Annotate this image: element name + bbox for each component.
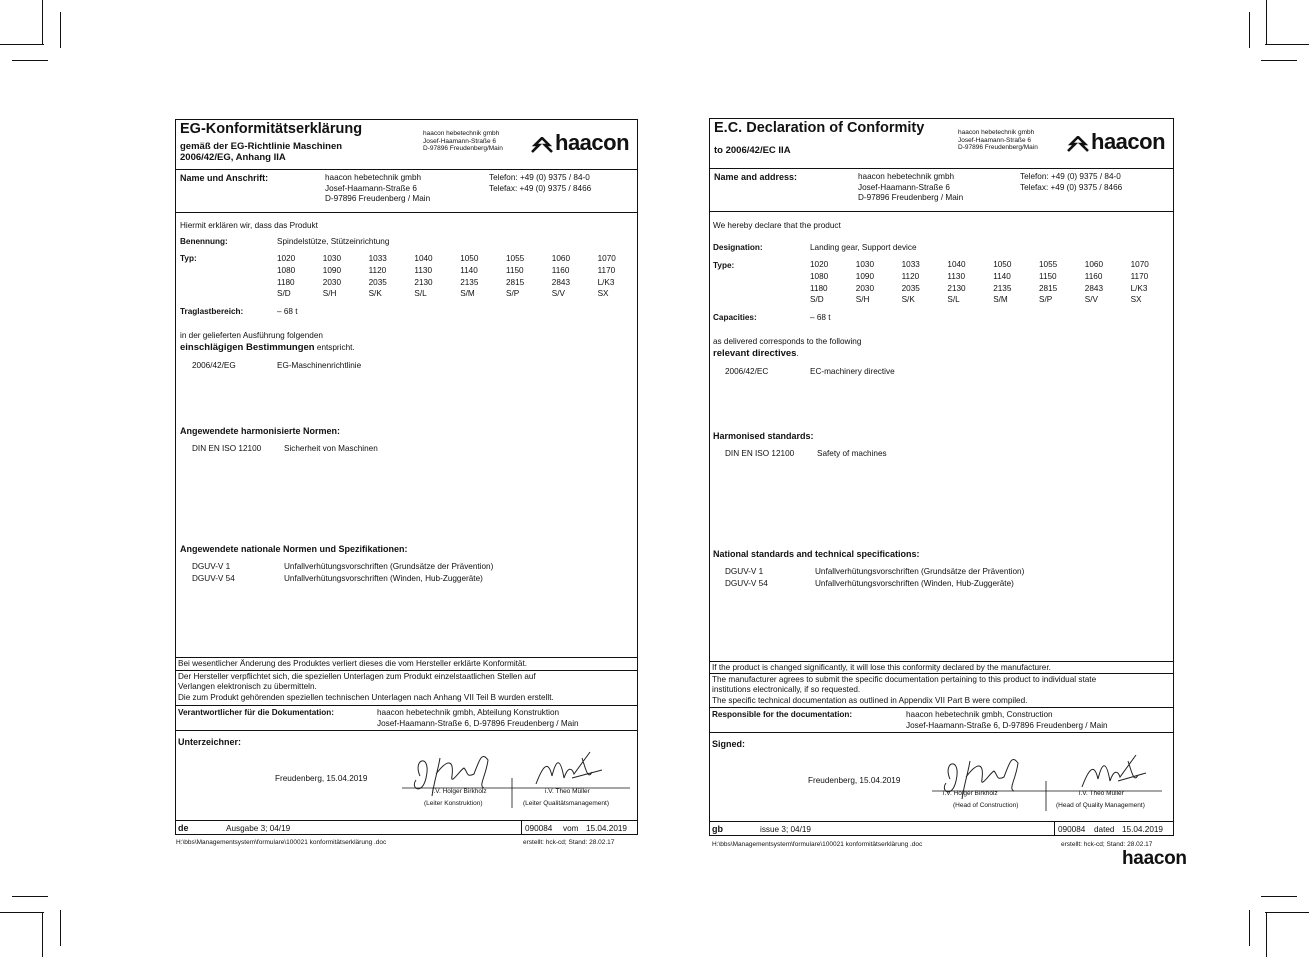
directive-rest: . (796, 349, 799, 358)
type-value: 1033 (368, 254, 387, 263)
type-value: 1040 (947, 260, 966, 269)
created-info: erstellt: hck-cd; Stand: 28.02.17 (523, 839, 615, 846)
type-value: S/P (506, 289, 520, 299)
address-line: haacon hebetechnik gmbh (325, 173, 422, 182)
name-address-value (858, 172, 963, 204)
type-value: S/D (810, 295, 824, 305)
obligation-line: Der Hersteller verpflichtet sich, die speziellen Unterlagen zum Produkt einzelstaatlichen Stellen auf (178, 672, 536, 681)
address-line: haacon hebetechnik gmbh (858, 172, 955, 181)
signer-role: (Leiter Qualitätsmanagement) (523, 800, 609, 807)
type-value: 1130 (947, 271, 965, 281)
issue-info: Ausgabe 3; 04/19 (226, 824, 291, 833)
type-value: 1070 (597, 254, 616, 263)
type-value: 1140 (993, 271, 1011, 281)
type-value: 1120 (368, 265, 387, 275)
type-value: 1060 (1084, 260, 1104, 269)
address-line: D-97896 Freudenberg/Main (423, 145, 503, 152)
company-address (958, 129, 1038, 152)
crop-mark (1266, 912, 1267, 957)
phone-number: Telefon: +49 (0) 9375 / 84-0 (489, 173, 590, 182)
harmonised-name: Safety of machines (817, 449, 887, 458)
haacon-logo (531, 130, 629, 156)
type-value: 1070 (1130, 260, 1149, 269)
national-label: Angewendete nationale Normen und Spezifikationen: (180, 544, 408, 554)
signature-mueller (536, 752, 602, 784)
created-info: erstellt: hck-cd; Stand: 28.02.17 (1061, 841, 1153, 848)
address-line: Josef-Haamann-Straße 6 (858, 182, 950, 192)
type-value: L/K3 (597, 277, 615, 287)
signer-role: (Leiter Konstruktion) (424, 800, 483, 807)
place-date: Freudenberg, 15.04.2019 (275, 774, 368, 783)
type-value: 1120 (901, 271, 920, 281)
crop-mark (0, 912, 44, 913)
divider (521, 820, 522, 835)
haacon-logo-icon (531, 137, 553, 153)
type-value: 2130 (947, 283, 966, 293)
divider (710, 821, 1173, 822)
divider (176, 670, 637, 671)
type-value: 2815 (1039, 283, 1058, 293)
document-date: 15.04.2019 (1122, 825, 1163, 834)
type-value: 1033 (901, 260, 920, 269)
responsible-line: Josef-Haamann-Straße 6, D-97896 Freudenberg / Main (377, 718, 579, 728)
haacon-logo-icon (1067, 136, 1089, 152)
divider (710, 673, 1173, 674)
divider (176, 705, 637, 706)
type-value: SX (1130, 295, 1142, 305)
directive-rest: entspricht. (314, 343, 355, 352)
directive-statement (713, 348, 799, 359)
type-value: 2135 (460, 277, 479, 287)
crop-mark (1265, 44, 1309, 45)
phone-number: Telefon: +49 (0) 9375 / 84-0 (1020, 172, 1121, 181)
address-line: haacon hebetechnik gmbh (958, 129, 1035, 136)
national-code: DGUV-V 1 (725, 567, 764, 576)
document-date: 15.04.2019 (586, 824, 627, 833)
document-subtitle: gemäß der EG-Richtlinie Maschinen (180, 141, 343, 152)
document-header (710, 119, 1173, 169)
address-line: Josef-Haamann-Straße 6 (423, 137, 496, 145)
responsible-label: Verantwortlicher für die Dokumentation: (178, 708, 335, 717)
type-value: S/K (901, 295, 915, 305)
type-value: 2035 (368, 277, 387, 287)
directive-intro: as delivered corresponds to the following (713, 337, 862, 346)
address-line: D-97896 Freudenberg/Main (958, 144, 1038, 151)
logo-text: haacon (1091, 129, 1166, 154)
obligation-line: Verlangen elektronisch zu übermitteln. (178, 682, 317, 692)
type-value: S/V (551, 289, 565, 299)
german-declaration (175, 119, 638, 835)
obligation-line: Die zum Produkt gehörenden speziellen technischen Unterlagen nach Anhang VII Teil B wurden erstellt. (178, 692, 554, 702)
signer-name: i.V. Holger Birkholz (943, 790, 998, 797)
directive-statement (180, 342, 355, 353)
responsible-line: Josef-Haamann-Straße 6, D-97896 Freudenberg / Main (906, 720, 1108, 730)
signer-role: (Head of Quality Management) (1056, 802, 1145, 809)
responsible-label: Responsible for the documentation: (712, 710, 853, 719)
address-line: Josef-Haamann-Straße 6 (958, 136, 1031, 144)
national-label: National standards and technical specifications: (713, 549, 920, 559)
type-value: 2843 (1084, 283, 1104, 293)
obligation-line: The manufacturer agrees to submit the specific documentation pertaining to this product to individual state (712, 675, 1097, 684)
type-value: S/P (1039, 295, 1053, 305)
type-value: 1170 (597, 265, 616, 275)
date-word: dated (1094, 825, 1115, 834)
type-value: 2843 (551, 277, 571, 287)
issue-info: issue 3; 04/19 (760, 825, 811, 834)
signer-role: (Head of Construction) (953, 802, 1019, 809)
crop-mark (42, 912, 43, 957)
type-value: SX (597, 289, 609, 299)
signed-label: Unterzeichner: (178, 737, 242, 747)
type-value: S/H (322, 289, 337, 299)
type-value: 1150 (506, 265, 524, 275)
address-line: D-97896 Freudenberg / Main (858, 193, 964, 202)
type-value: 1055 (506, 254, 525, 263)
type-value: 1180 (810, 283, 828, 293)
capacity-value: – 68 t (277, 307, 298, 316)
type-grid (810, 260, 1170, 310)
signer-name: i.V. Theo Müller (1079, 790, 1124, 797)
directive-bold: relevant directives (713, 348, 797, 359)
divider (1054, 821, 1055, 836)
type-value: 1080 (277, 265, 296, 275)
signer-name: i.V. Holger Birkholz (432, 788, 487, 795)
document-subtitle: to 2006/42/EC IIA (714, 145, 791, 156)
type-value: 1160 (1084, 271, 1103, 281)
type-value: S/L (947, 295, 960, 305)
type-value: S/H (855, 295, 870, 305)
type-label: Typ: (180, 254, 197, 263)
harmonised-name: Sicherheit von Maschinen (284, 444, 378, 453)
name-address-section (710, 169, 1173, 212)
directive-code: 2006/42/EG (192, 361, 236, 370)
type-value: 2130 (414, 277, 433, 287)
bottom-logo: haacon (1122, 848, 1187, 869)
divider (710, 732, 1173, 733)
haacon-logo (1067, 129, 1165, 155)
type-value: 1030 (322, 254, 342, 263)
divider (710, 707, 1173, 708)
obligation-note (712, 675, 1096, 706)
type-value: 1170 (1130, 271, 1149, 281)
national-name: Unfallverhütungsvorschriften (Winden, Hub-Zuggeräte) (815, 579, 1014, 588)
signature-line (402, 748, 632, 808)
directive-code: 2006/42/EC (725, 367, 769, 376)
directive-name: EC-machinery directive (810, 367, 895, 376)
national-code: DGUV-V 54 (725, 579, 768, 588)
national-code: DGUV-V 54 (192, 574, 235, 583)
name-address-label: Name and address: (714, 172, 798, 182)
place-date: Freudenberg, 15.04.2019 (808, 776, 901, 785)
crop-mark (1266, 0, 1267, 45)
type-value: 1090 (322, 265, 342, 275)
type-value: 1040 (414, 254, 433, 263)
crop-mark (1261, 60, 1297, 61)
change-note: Bei wesentlicher Änderung des Produktes verliert dieses die vom Hersteller erklärte Konformität. (178, 659, 528, 668)
crop-mark (60, 910, 61, 946)
contact-info (1020, 172, 1122, 193)
english-declaration (709, 118, 1174, 836)
responsible-line: haacon hebetechnik gmbh, Construction (906, 710, 1053, 719)
designation-label: Designation: (713, 243, 763, 252)
harmonised-code: DIN EN ISO 12100 (192, 444, 262, 453)
document-title: E.C. Declaration of Conformity (714, 120, 925, 136)
type-grid (277, 254, 637, 304)
company-address (423, 130, 503, 153)
logo-text: haacon (555, 130, 630, 155)
type-value: S/M (993, 295, 1008, 305)
type-value: 1160 (551, 265, 570, 275)
crop-mark (1249, 12, 1250, 48)
language-code: de (178, 823, 189, 833)
signature-mueller (1082, 755, 1146, 787)
type-value: 1050 (993, 260, 1012, 269)
crop-mark (12, 60, 48, 61)
address-line: haacon hebetechnik gmbh (423, 130, 500, 137)
designation-label: Benennung: (180, 237, 228, 246)
obligation-line: institutions electronically, if so requested. (712, 685, 861, 695)
responsible-value (377, 708, 579, 729)
type-value: 1030 (855, 260, 875, 269)
type-value: 1020 (277, 254, 296, 263)
file-path: H:\bbs\Managementsystem\formulare\100021 konformitätserklärung .doc (712, 841, 923, 848)
directive-bold: einschlägigen Bestimmungen (180, 342, 315, 353)
directive-name: EG-Maschinenrichtlinie (277, 361, 362, 370)
type-value: S/K (368, 289, 382, 299)
fax-number: Telefax: +49 (0) 9375 / 8466 (1020, 182, 1123, 192)
crop-mark (1249, 910, 1250, 946)
type-value: 1150 (1039, 271, 1057, 281)
type-value: 2030 (855, 283, 875, 293)
type-value: 1130 (414, 265, 432, 275)
crop-mark (60, 12, 61, 48)
fax-number: Telefax: +49 (0) 9375 / 8466 (489, 183, 592, 193)
signed-label: Signed: (712, 739, 745, 749)
product-intro: Hiermit erklären wir, dass das Produkt (180, 221, 318, 230)
type-value: 1050 (460, 254, 479, 263)
responsible-line: haacon hebetechnik gmbh, Abteilung Konstruktion (377, 708, 560, 717)
national-name: Unfallverhütungsvorschriften (Grundsätze der Prävention) (284, 562, 494, 571)
address-line: D-97896 Freudenberg / Main (325, 194, 431, 203)
name-address-section (176, 170, 637, 213)
type-value: L/K3 (1130, 283, 1148, 293)
crop-mark (42, 0, 43, 45)
type-value: 1020 (810, 260, 829, 269)
divider (176, 657, 637, 658)
type-value: 1140 (460, 265, 478, 275)
date-word: vom (563, 824, 579, 833)
type-value: S/L (414, 289, 427, 299)
directive-intro: in der gelieferten Ausführung folgenden (180, 331, 323, 340)
type-value: 2815 (506, 277, 525, 287)
crop-mark (12, 896, 48, 897)
designation-value: Landing gear, Support device (810, 243, 917, 252)
type-value: 1090 (855, 271, 875, 281)
signer-name: i.V. Theo Müller (545, 788, 590, 795)
responsible-value (906, 710, 1108, 731)
type-value: S/M (460, 289, 475, 299)
type-value: 1080 (810, 271, 829, 281)
type-value: 1180 (277, 277, 295, 287)
crop-mark (0, 44, 44, 45)
type-value: 1060 (551, 254, 571, 263)
capacity-value: – 68 t (810, 313, 831, 322)
harmonised-code: DIN EN ISO 12100 (725, 449, 795, 458)
type-value: 2030 (322, 277, 342, 287)
type-value: 1055 (1039, 260, 1058, 269)
address-line: Josef-Haamann-Straße 6 (325, 183, 417, 193)
type-value: 2135 (993, 283, 1012, 293)
designation-value: Spindelstütze, Stützeinrichtung (277, 237, 390, 246)
crop-mark (1261, 896, 1297, 897)
capacity-label: Capacities: (713, 313, 757, 322)
harmonised-label: Angewendete harmonisierte Normen: (180, 426, 341, 436)
name-address-value (325, 173, 430, 205)
national-name: Unfallverhütungsvorschriften (Grundsätze der Prävention) (815, 567, 1025, 576)
document-title: EG-Konformitätserklärung (180, 121, 363, 137)
capacity-label: Traglastbereich: (180, 307, 244, 316)
file-path: H:\bbs\Managementsystem\formulare\100021 konformitätserklärung .doc (176, 839, 387, 846)
document-header (176, 120, 637, 170)
contact-info (489, 173, 591, 194)
type-value: S/V (1084, 295, 1098, 305)
crop-mark (1265, 912, 1309, 913)
type-value: S/D (277, 289, 291, 299)
type-label: Type: (713, 261, 735, 270)
divider (710, 661, 1173, 662)
national-name: Unfallverhütungsvorschriften (Winden, Hub-Zuggeräte) (284, 574, 483, 583)
product-intro: We hereby declare that the product (713, 221, 841, 230)
national-code: DGUV-V 1 (192, 562, 231, 571)
obligation-line: The specific technical documentation as outlined in Appendix VII Part B were compiled. (712, 695, 1028, 705)
change-note: If the product is changed significantly, it will lose this conformity declared by the manufacturer. (712, 663, 1051, 672)
type-value: 2035 (901, 283, 920, 293)
document-subtitle: 2006/42/EG, Anhang IIA (180, 152, 286, 163)
divider (176, 730, 637, 731)
document-number: 090084 (525, 824, 553, 833)
name-address-label: Name und Anschrift: (180, 173, 269, 183)
divider (176, 820, 637, 821)
language-code: gb (712, 824, 723, 834)
document-number: 090084 (1058, 825, 1086, 834)
harmonised-label: Harmonised standards: (713, 431, 814, 441)
obligation-note (178, 672, 554, 703)
